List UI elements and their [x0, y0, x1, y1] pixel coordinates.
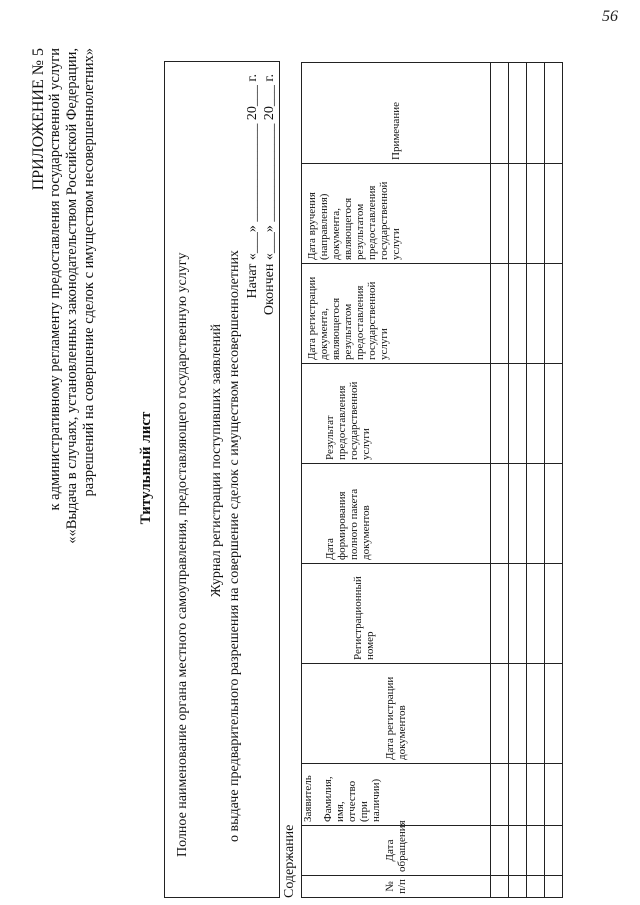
table-cell	[491, 264, 509, 364]
col-result-reg-date: Дата регистрации документа, являющегося результатом предоставления государственной услуги	[302, 264, 491, 364]
table-cell	[491, 876, 509, 898]
table-cell	[509, 63, 527, 164]
appendix-title: ПРИЛОЖЕНИЕ № 5	[30, 48, 47, 191]
table-cell	[491, 564, 509, 664]
table-header-row	[302, 63, 491, 898]
table-cell	[545, 764, 563, 826]
table-cell	[545, 164, 563, 264]
table-cell	[527, 664, 545, 764]
table-cell	[545, 876, 563, 898]
table-row	[527, 63, 545, 898]
table-cell	[545, 264, 563, 364]
table-cell	[491, 63, 509, 164]
table-cell	[545, 826, 563, 876]
table-cell	[509, 164, 527, 264]
table-cell	[527, 876, 545, 898]
appendix-line-1: к административному регламенту предоставления государственной услуги	[47, 48, 63, 511]
title-frame	[164, 61, 280, 898]
table-cell	[491, 826, 509, 876]
table-cell	[527, 464, 545, 564]
col-fio-label: Фамилия, имя, отчество (при наличии)	[322, 776, 382, 822]
page-number: 56	[602, 8, 618, 25]
organ-name-line: Полное наименование органа местного самоуправления, предоставляющего государственную услугу	[175, 252, 190, 857]
finished-date-line: Окончен «___» ______________ 20___ г.	[262, 74, 277, 316]
table-cell	[509, 876, 527, 898]
registration-table	[301, 62, 563, 898]
table-cell	[509, 664, 527, 764]
table-row	[509, 63, 527, 898]
journal-title: Журнал регистрации поступивших заявлений	[209, 324, 224, 597]
col-num: № п/п	[302, 876, 491, 898]
table-cell	[545, 564, 563, 664]
col-reg-number: Регистрационный номер	[302, 564, 491, 664]
col-applicant	[302, 764, 491, 826]
table-cell	[527, 826, 545, 876]
table-cell	[527, 364, 545, 464]
table-cell	[527, 63, 545, 164]
table-cell	[509, 564, 527, 664]
started-date-line: Начат «___» ______________ 20___ г.	[245, 74, 260, 299]
table-cell	[491, 364, 509, 464]
appendix-line-3: разрешений на совершение сделок с имуществом несовершеннолетних»	[81, 48, 97, 497]
rotated-sheet	[20, 38, 626, 898]
col-date: Дата обращения	[302, 826, 491, 876]
table-cell	[527, 564, 545, 664]
table-cell	[509, 364, 527, 464]
title-sheet-heading: Титульный лист	[138, 411, 154, 525]
table-cell	[491, 764, 509, 826]
table-row	[491, 63, 509, 898]
table-cell	[491, 464, 509, 564]
col-delivery-date: Дата вручения (направления) документа, являющегося результатом предоставления государственной услуги	[302, 164, 491, 264]
table-cell	[527, 264, 545, 364]
col-note: Примечание	[302, 63, 491, 164]
appendix-header	[30, 48, 98, 608]
table-cell	[491, 164, 509, 264]
table-cell	[545, 664, 563, 764]
table-cell	[509, 826, 527, 876]
col-reg-date: Дата регистрации документов	[302, 664, 491, 764]
table-cell	[527, 164, 545, 264]
table-cell	[509, 464, 527, 564]
table-cell	[509, 264, 527, 364]
col-result: Результат предоставления государственной услуги	[302, 364, 491, 464]
appendix-line-2: ««Выдача в случаях, установленных законодательством Российской Федерации,	[64, 48, 80, 544]
table-cell	[545, 364, 563, 464]
table-cell	[509, 764, 527, 826]
table-cell	[491, 664, 509, 764]
table-cell	[545, 63, 563, 164]
col-applicant-label: Заявитель	[302, 775, 314, 822]
table-cell	[545, 464, 563, 564]
contents-label: Содержание	[282, 824, 297, 898]
table-cell	[527, 764, 545, 826]
table-row	[545, 63, 563, 898]
col-package-date: Дата формирования полного пакета документов	[302, 464, 491, 564]
journal-subject: о выдаче предварительного разрешения на совершение сделок с имуществом несовершеннолетних	[227, 250, 242, 842]
